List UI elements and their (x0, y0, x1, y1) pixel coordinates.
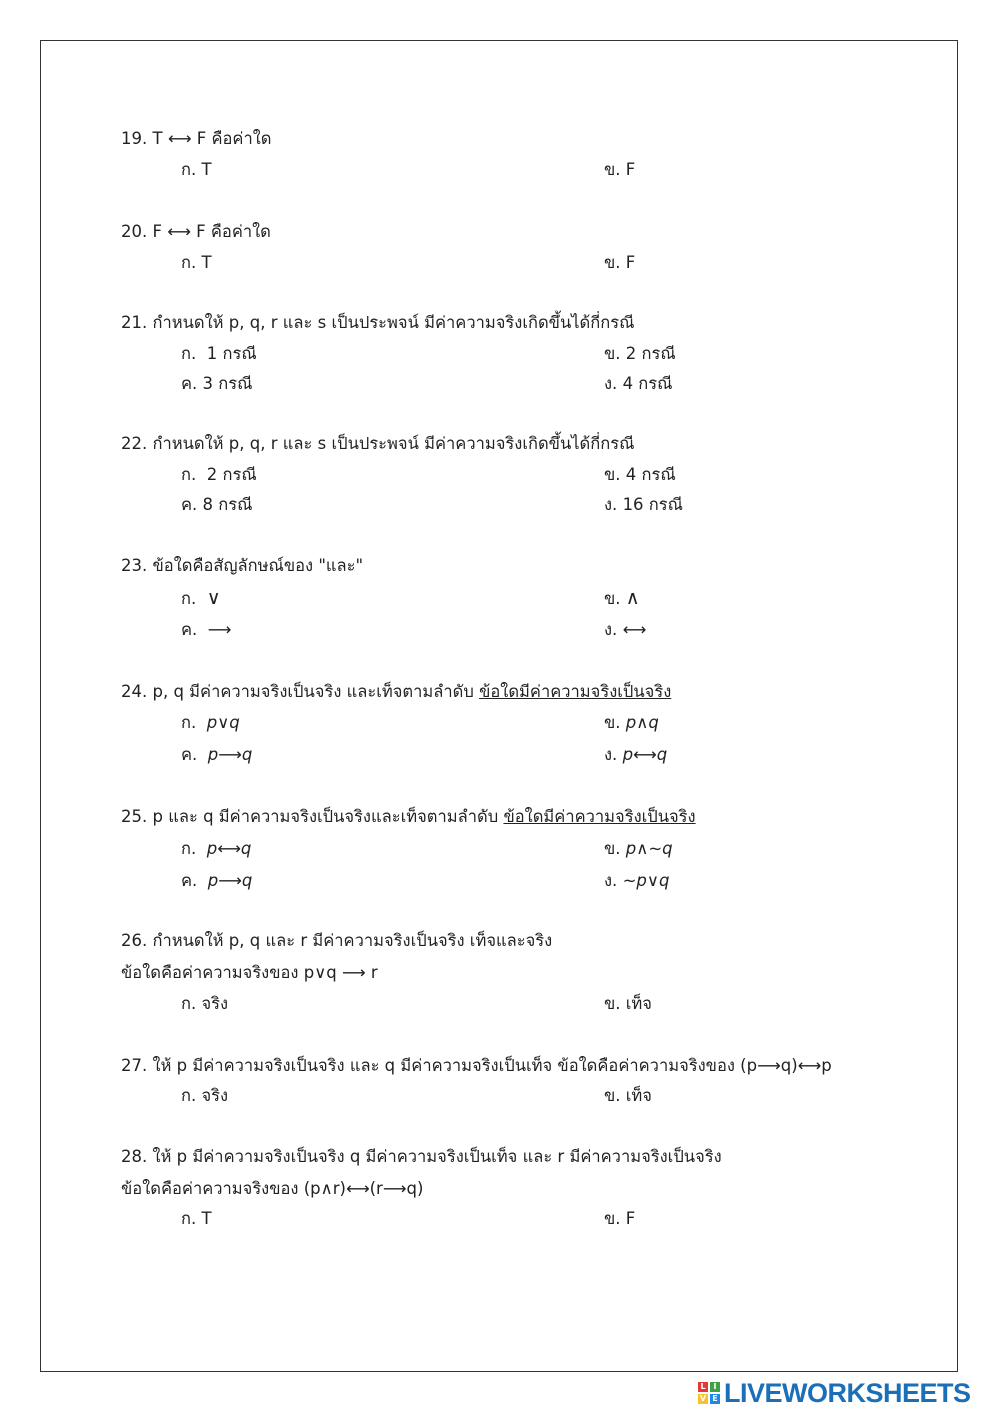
option-27-b[interactable]: ข. เท็จ (604, 1086, 652, 1105)
question-26-line2: ข้อใดคือค่าความจริงของ p∨q ⟶ r (121, 963, 378, 982)
option-21-c[interactable]: ค. 3 กรณี (181, 374, 253, 393)
option-28-a[interactable]: ก. T (181, 1209, 212, 1228)
logo-tile-e: E (710, 1394, 720, 1404)
option-22-b[interactable]: ข. 4 กรณี (604, 465, 676, 484)
question-24: 24. p, q มีค่าความจริงเป็นจริง และเท็จตามลำดับ ข้อใดมีค่าความจริงเป็นจริง (121, 682, 672, 701)
option-22-d[interactable]: ง. 16 กรณี (604, 495, 683, 514)
option-23-c[interactable]: ค. ⟶ (181, 620, 232, 639)
brand-text: LIVEWORKSHEETS (724, 1377, 971, 1408)
option-25-c[interactable]: ค. p⟶q (181, 871, 253, 890)
logo-grid-icon (698, 1382, 720, 1404)
question-20: 20. F ⟷ F คือค่าใด (121, 222, 271, 241)
question-19: 19. T ⟷ F คือค่าใด (121, 129, 272, 148)
logo-tile-v: V (699, 1394, 707, 1403)
liveworksheets-logo (698, 1379, 971, 1407)
option-23-a[interactable]: ก. ∨ (181, 587, 221, 609)
logo-tile-l: L (698, 1382, 708, 1392)
question-21: 21. กำหนดให้ p, q, r และ s เป็นประพจน์ มีค่าความจริงเกิดขึ้นได้กี่กรณี (121, 313, 635, 332)
option-24-c[interactable]: ค. p⟶q (181, 745, 253, 764)
option-20-a[interactable]: ก. T (181, 253, 212, 272)
option-24-b[interactable]: ข. p∧q (604, 713, 659, 732)
option-26-b[interactable]: ข. เท็จ (604, 994, 652, 1013)
option-25-b[interactable]: ข. p∧∼q (604, 839, 673, 858)
option-19-b[interactable]: ข. F (604, 160, 636, 179)
question-26: 26. กำหนดให้ p, q และ r มีค่าความจริงเป็นจริง เท็จและจริง (121, 931, 553, 950)
option-27-a[interactable]: ก. จริง (181, 1086, 229, 1105)
logo-tile-i: I (710, 1382, 720, 1392)
option-20-b[interactable]: ข. F (604, 253, 636, 272)
option-21-d[interactable]: ง. 4 กรณี (604, 374, 673, 393)
option-22-a[interactable]: ก. 2 กรณี (181, 465, 257, 484)
question-28: 28. ให้ p มีค่าความจริงเป็นจริง q มีค่าความจริงเป็นเท็จ และ r มีค่าความจริงเป็นจริง (121, 1147, 722, 1166)
option-24-a[interactable]: ก. p∨q (181, 713, 240, 732)
option-19-a[interactable]: ก. T (181, 160, 212, 179)
question-25: 25. p และ q มีค่าความจริงเป็นจริงและเท็จตามลำดับ ข้อใดมีค่าความจริงเป็นจริง (121, 807, 696, 826)
option-28-b[interactable]: ข. F (604, 1209, 636, 1228)
option-23-b[interactable]: ข. ∧ (604, 587, 640, 609)
question-28-line2: ข้อใดคือค่าความจริงของ (p∧r)⟷(r⟶q) (121, 1179, 424, 1198)
option-26-a[interactable]: ก. จริง (181, 994, 229, 1013)
question-27: 27. ให้ p มีค่าความจริงเป็นจริง และ q มีค่าความจริงเป็นเท็จ ข้อใดคือค่าความจริงของ (p⟶q)⟷p (121, 1056, 832, 1075)
option-23-d[interactable]: ง. ⟷ (604, 620, 647, 639)
option-24-d[interactable]: ง. p⟷q (604, 745, 668, 764)
option-21-a[interactable]: ก. 1 กรณี (181, 344, 257, 363)
option-25-a[interactable]: ก. p⟷q (181, 839, 252, 858)
option-21-b[interactable]: ข. 2 กรณี (604, 344, 676, 363)
option-22-c[interactable]: ค. 8 กรณี (181, 495, 253, 514)
option-25-d[interactable]: ง. ∼p∨q (604, 871, 670, 890)
question-22: 22. กำหนดให้ p, q, r และ s เป็นประพจน์ มีค่าความจริงเกิดขึ้นได้กี่กรณี (121, 434, 635, 453)
question-23: 23. ข้อใดคือสัญลักษณ์ของ "และ" (121, 556, 364, 575)
